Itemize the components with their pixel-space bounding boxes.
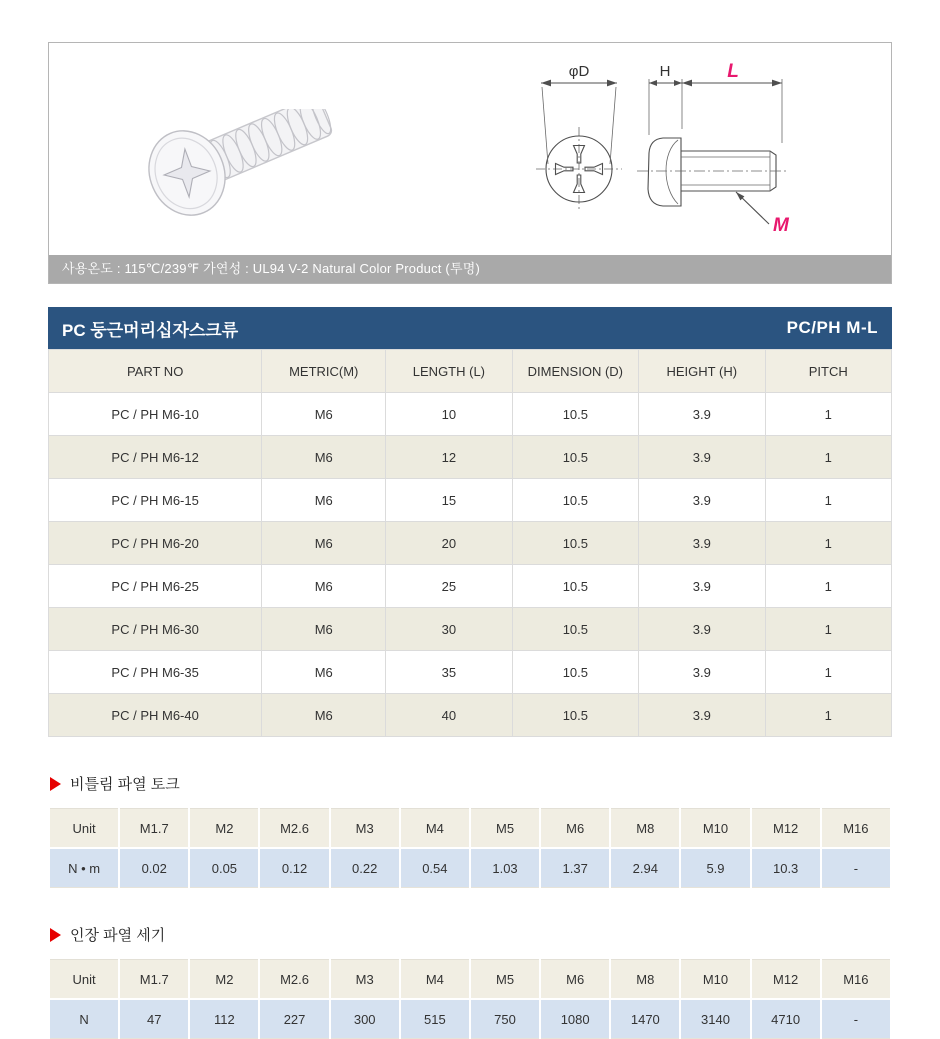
table-cell: 25 xyxy=(386,565,512,608)
table-cell: 112 xyxy=(189,999,259,1039)
spec-column-header: PITCH xyxy=(765,350,892,393)
table-cell: PC / PH M6-35 xyxy=(49,651,262,694)
table-cell: 47 xyxy=(119,999,189,1039)
table-row xyxy=(49,436,892,479)
table-cell: - xyxy=(821,999,891,1039)
table-cell: 10.5 xyxy=(512,565,638,608)
spec-table xyxy=(48,349,892,737)
torque-column-header: M16 xyxy=(821,809,891,849)
table-cell: 3.9 xyxy=(639,522,765,565)
table-cell: 10.3 xyxy=(751,848,821,888)
torque-column-header: M1.7 xyxy=(119,809,189,849)
torque-title-text: 비틀림 파열 토크 xyxy=(70,776,180,793)
torque-column-header: M6 xyxy=(540,809,610,849)
table-row xyxy=(49,694,892,737)
table-cell: 750 xyxy=(470,999,540,1039)
spec-table-body xyxy=(49,393,892,737)
table-cell: M6 xyxy=(262,565,386,608)
product-code: PC/PH M-L xyxy=(786,318,878,337)
table-cell: 4710 xyxy=(751,999,821,1039)
tensile-table-body xyxy=(49,999,891,1039)
table-cell: 1 xyxy=(765,479,892,522)
torque-column-header: Unit xyxy=(49,809,119,849)
product-title: PC 둥근머리십자스크류 xyxy=(62,320,239,340)
table-cell: PC / PH M6-15 xyxy=(49,479,262,522)
tensile-column-header: M1.7 xyxy=(119,960,189,1000)
tensile-column-header: M2.6 xyxy=(259,960,329,1000)
torque-section-title xyxy=(50,773,892,794)
tensile-table xyxy=(48,959,892,1039)
height-dimension xyxy=(649,63,682,135)
table-cell: M6 xyxy=(262,522,386,565)
table-cell: 10.5 xyxy=(512,694,638,737)
spec-column-header: PART NO xyxy=(49,350,262,393)
product-figure-box xyxy=(48,42,892,284)
spec-column-header: LENGTH (L) xyxy=(386,350,512,393)
table-cell: 3.9 xyxy=(639,651,765,694)
table-cell: 1.03 xyxy=(470,848,540,888)
table-cell: 0.02 xyxy=(119,848,189,888)
table-cell: N • m xyxy=(49,848,119,888)
torque-column-header: M10 xyxy=(680,809,750,849)
table-cell: 3.9 xyxy=(639,694,765,737)
tensile-section-title xyxy=(50,924,892,945)
torque-column-header: M8 xyxy=(610,809,680,849)
torque-column-header: M2 xyxy=(189,809,259,849)
table-cell: 0.05 xyxy=(189,848,259,888)
usage-info-bar xyxy=(49,255,891,283)
spec-column-header: METRIC(M) xyxy=(262,350,386,393)
table-cell: 40 xyxy=(386,694,512,737)
table-cell: 3.9 xyxy=(639,565,765,608)
spec-column-header: DIMENSION (D) xyxy=(512,350,638,393)
torque-table xyxy=(48,808,892,888)
table-cell: 1 xyxy=(765,393,892,436)
torque-column-header: M5 xyxy=(470,809,540,849)
table-row xyxy=(49,608,892,651)
table-cell: 1 xyxy=(765,522,892,565)
table-cell: - xyxy=(821,848,891,888)
table-row xyxy=(49,651,892,694)
dimension-diagram xyxy=(489,43,889,255)
table-row xyxy=(49,848,891,888)
table-cell: M6 xyxy=(262,436,386,479)
length-dimension xyxy=(682,61,782,143)
table-row xyxy=(49,999,891,1039)
table-cell: 300 xyxy=(330,999,400,1039)
torque-column-header: M3 xyxy=(330,809,400,849)
table-cell: 1 xyxy=(765,565,892,608)
table-cell: 20 xyxy=(386,522,512,565)
table-cell: PC / PH M6-30 xyxy=(49,608,262,651)
table-cell: 5.9 xyxy=(680,848,750,888)
table-cell: N xyxy=(49,999,119,1039)
tensile-column-header: M6 xyxy=(540,960,610,1000)
tensile-column-header: M5 xyxy=(470,960,540,1000)
table-row xyxy=(49,479,892,522)
table-cell: 15 xyxy=(386,479,512,522)
table-cell: 0.22 xyxy=(330,848,400,888)
tensile-column-header: M2 xyxy=(189,960,259,1000)
table-cell: 10.5 xyxy=(512,651,638,694)
head-dome-arc xyxy=(666,140,678,204)
usage-info-text: 사용온도 : 115℃/239℉ 가연성 : UL94 V-2 Natural Color Product (투명) xyxy=(62,261,480,276)
table-cell: 10.5 xyxy=(512,393,638,436)
tensile-header-row xyxy=(49,960,891,1000)
table-cell: 30 xyxy=(386,608,512,651)
head-side-view xyxy=(648,138,681,206)
table-cell: M6 xyxy=(262,608,386,651)
table-cell: 2.94 xyxy=(610,848,680,888)
table-cell: 515 xyxy=(400,999,470,1039)
table-cell: 10.5 xyxy=(512,436,638,479)
table-cell: M6 xyxy=(262,393,386,436)
table-cell: 12 xyxy=(386,436,512,479)
table-cell: 3.9 xyxy=(639,479,765,522)
torque-column-header: M12 xyxy=(751,809,821,849)
section-marker-icon xyxy=(50,928,61,942)
length-label: L xyxy=(727,61,739,82)
table-cell: PC / PH M6-10 xyxy=(49,393,262,436)
section-marker-icon xyxy=(50,777,61,791)
product-photo xyxy=(141,109,376,229)
table-cell: M6 xyxy=(262,694,386,737)
spec-header-row xyxy=(49,350,892,393)
metric-leader xyxy=(736,192,790,236)
tensile-column-header: M10 xyxy=(680,960,750,1000)
table-row xyxy=(49,565,892,608)
table-cell: PC / PH M6-25 xyxy=(49,565,262,608)
table-cell: 10 xyxy=(386,393,512,436)
table-cell: 3.9 xyxy=(639,393,765,436)
table-cell: 1 xyxy=(765,608,892,651)
tensile-column-header: M8 xyxy=(610,960,680,1000)
torque-header-row xyxy=(49,809,891,849)
table-cell: 1 xyxy=(765,694,892,737)
tensile-column-header: M4 xyxy=(400,960,470,1000)
table-cell: 35 xyxy=(386,651,512,694)
table-cell: 10.5 xyxy=(512,608,638,651)
table-cell: M6 xyxy=(262,479,386,522)
torque-column-header: M4 xyxy=(400,809,470,849)
table-cell: 3.9 xyxy=(639,608,765,651)
height-label: H xyxy=(659,63,671,80)
tensile-column-header: Unit xyxy=(49,960,119,1000)
table-cell: 3.9 xyxy=(639,436,765,479)
tensile-column-header: M16 xyxy=(821,960,891,1000)
table-row xyxy=(49,522,892,565)
torque-table-body xyxy=(49,848,891,888)
table-cell: PC / PH M6-20 xyxy=(49,522,262,565)
table-cell: 1 xyxy=(765,651,892,694)
table-cell: 1.37 xyxy=(540,848,610,888)
tensile-column-header: M3 xyxy=(330,960,400,1000)
torque-column-header: M2.6 xyxy=(259,809,329,849)
table-row xyxy=(49,393,892,436)
tensile-column-header: M12 xyxy=(751,960,821,1000)
table-cell: 10.5 xyxy=(512,479,638,522)
table-cell: 3140 xyxy=(680,999,750,1039)
tensile-title-text: 인장 파열 세기 xyxy=(70,927,166,944)
table-cell: 10.5 xyxy=(512,522,638,565)
content-column xyxy=(48,42,892,1039)
table-cell: 1470 xyxy=(610,999,680,1039)
spec-column-header: HEIGHT (H) xyxy=(639,350,765,393)
table-cell: 0.12 xyxy=(259,848,329,888)
table-cell: M6 xyxy=(262,651,386,694)
table-cell: PC / PH M6-12 xyxy=(49,436,262,479)
table-cell: PC / PH M6-40 xyxy=(49,694,262,737)
product-title-bar xyxy=(48,307,892,349)
diameter-label: φD xyxy=(568,63,590,80)
metric-label: M xyxy=(773,215,789,236)
table-cell: 1 xyxy=(765,436,892,479)
table-cell: 227 xyxy=(259,999,329,1039)
table-cell: 1080 xyxy=(540,999,610,1039)
table-cell: 0.54 xyxy=(400,848,470,888)
